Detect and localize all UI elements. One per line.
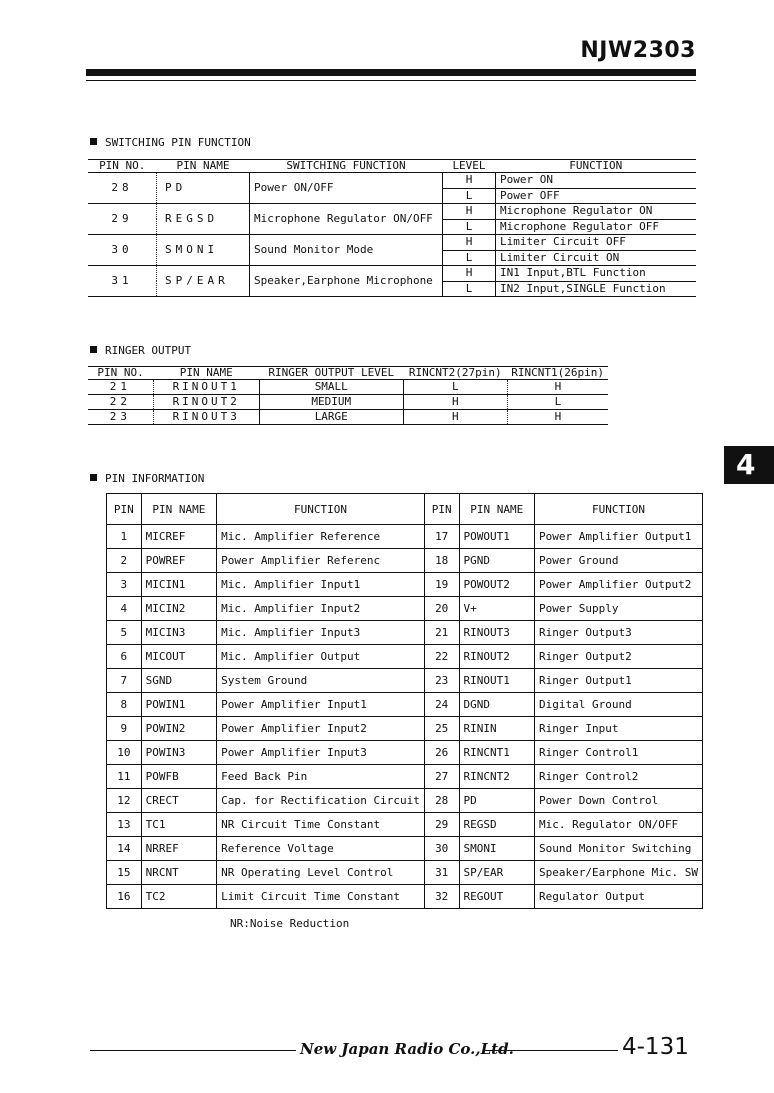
level-function: IN1 Input,BTL Function xyxy=(496,266,697,282)
column-header: PIN NAME xyxy=(141,494,217,525)
pin-function: Power Amplifier Input1 xyxy=(217,693,425,717)
table-row xyxy=(107,525,703,549)
pin-name: POWFB xyxy=(141,765,217,789)
bullet-square-icon xyxy=(90,346,97,353)
column-header: RINCNT1(26pin) xyxy=(507,367,608,380)
pin-function: Reference Voltage xyxy=(217,837,425,861)
column-header: LEVEL xyxy=(443,160,496,173)
pin-number: 32 xyxy=(424,885,459,909)
column-header: FUNCTION xyxy=(217,494,425,525)
pin-function: Feed Back Pin xyxy=(217,765,425,789)
pin-number: 31 xyxy=(88,266,157,297)
header-rule xyxy=(86,69,696,76)
table-row xyxy=(107,573,703,597)
pin-name: SP/EAR xyxy=(459,861,535,885)
pin-number: 13 xyxy=(107,813,142,837)
pin-number: 24 xyxy=(424,693,459,717)
table-row xyxy=(88,266,696,282)
level-function: Limiter Circuit OFF xyxy=(496,235,697,251)
column-header: FUNCTION xyxy=(535,494,703,525)
table-row xyxy=(107,597,703,621)
pin-number: 12 xyxy=(107,789,142,813)
table-row xyxy=(107,693,703,717)
pin-number: 29 xyxy=(88,204,157,235)
table-row xyxy=(107,837,703,861)
pin-name: TC1 xyxy=(141,813,217,837)
switching-function: Sound Monitor Mode xyxy=(250,235,443,266)
level: H xyxy=(443,204,496,220)
pin-function: Sound Monitor Switching xyxy=(535,837,703,861)
pin-number: 20 xyxy=(424,597,459,621)
pin-name: RINCNT2 xyxy=(459,765,535,789)
pin-name: SMONI xyxy=(157,235,250,266)
pin-number: 30 xyxy=(88,235,157,266)
switching-function: Power ON/OFF xyxy=(250,173,443,204)
pin-number: 9 xyxy=(107,717,142,741)
pin-number: 8 xyxy=(107,693,142,717)
pin-function: Power Amplifier Input3 xyxy=(217,741,425,765)
pin-number: 28 xyxy=(424,789,459,813)
pin-function: Mic. Amplifier Input1 xyxy=(217,573,425,597)
pin-number: 7 xyxy=(107,669,142,693)
table-row xyxy=(107,669,703,693)
pin-number: 21 xyxy=(88,380,153,395)
pin-name: MICIN1 xyxy=(141,573,217,597)
level: L xyxy=(443,281,496,297)
level: L xyxy=(443,219,496,235)
level-function: Power ON xyxy=(496,173,697,189)
table-row xyxy=(88,380,608,395)
pin-name: RINOUT3 xyxy=(153,410,259,425)
pin-name: PD xyxy=(459,789,535,813)
switching-section-title: SWITCHING PIN FUNCTION xyxy=(90,136,251,149)
ringer-level: LARGE xyxy=(259,410,403,425)
table-row xyxy=(88,410,608,425)
pin-name: PD xyxy=(157,173,250,204)
pin-function: NR Circuit Time Constant xyxy=(217,813,425,837)
pin-name: RINOUT1 xyxy=(459,669,535,693)
table-row xyxy=(107,765,703,789)
pin-function: Limit Circuit Time Constant xyxy=(217,885,425,909)
pin-function: NR Operating Level Control xyxy=(217,861,425,885)
ringer-table xyxy=(88,366,608,425)
pin-name: POWIN3 xyxy=(141,741,217,765)
pininfo-section-title: PIN INFORMATION xyxy=(90,472,204,485)
table-row xyxy=(107,861,703,885)
table-row xyxy=(107,741,703,765)
pin-function: Mic. Amplifier Output xyxy=(217,645,425,669)
pin-name: POWOUT2 xyxy=(459,573,535,597)
pin-number: 16 xyxy=(107,885,142,909)
pin-function: Speaker/Earphone Mic. SW xyxy=(535,861,703,885)
pin-name: REGSD xyxy=(157,204,250,235)
level: L xyxy=(443,250,496,266)
pin-information-table xyxy=(106,493,703,909)
pin-function: Regulator Output xyxy=(535,885,703,909)
pin-name: MICIN2 xyxy=(141,597,217,621)
pin-number: 29 xyxy=(424,813,459,837)
pin-function: Ringer Output3 xyxy=(535,621,703,645)
pin-number: 5 xyxy=(107,621,142,645)
table-row xyxy=(88,204,696,220)
column-header: PIN NO. xyxy=(88,367,153,380)
pin-name: POWIN2 xyxy=(141,717,217,741)
table-row xyxy=(88,173,696,189)
pin-number: 17 xyxy=(424,525,459,549)
table-row xyxy=(107,549,703,573)
pin-function: Power Supply xyxy=(535,597,703,621)
pin-name: MICOUT xyxy=(141,645,217,669)
pin-name: SP/EAR xyxy=(157,266,250,297)
pin-number: 26 xyxy=(424,741,459,765)
column-header: PIN NAME xyxy=(459,494,535,525)
pin-name: PGND xyxy=(459,549,535,573)
rincnt2-value: H xyxy=(403,395,507,410)
pin-name: SGND xyxy=(141,669,217,693)
pin-name: CRECT xyxy=(141,789,217,813)
pin-name: TC2 xyxy=(141,885,217,909)
pin-number: 6 xyxy=(107,645,142,669)
pin-name: POWREF xyxy=(141,549,217,573)
pin-function: Power Amplifier Output2 xyxy=(535,573,703,597)
ringer-section-title: RINGER OUTPUT xyxy=(90,344,191,357)
pin-name: NRREF xyxy=(141,837,217,861)
pin-number: 22 xyxy=(424,645,459,669)
pin-name: RINOUT2 xyxy=(153,395,259,410)
table-row xyxy=(107,885,703,909)
pin-function: Power Amplifier Input2 xyxy=(217,717,425,741)
pin-function: Mic. Amplifier Reference xyxy=(217,525,425,549)
rincnt1-value: L xyxy=(507,395,608,410)
pin-name: DGND xyxy=(459,693,535,717)
column-header: SWITCHING FUNCTION xyxy=(250,160,443,173)
pin-number: 11 xyxy=(107,765,142,789)
level: H xyxy=(443,266,496,282)
pin-function: Ringer Input xyxy=(535,717,703,741)
table-row xyxy=(107,621,703,645)
bullet-square-icon xyxy=(90,474,97,481)
table-row xyxy=(107,813,703,837)
pin-name: POWOUT1 xyxy=(459,525,535,549)
level-function: IN2 Input,SINGLE Function xyxy=(496,281,697,297)
pin-function: Power Amplifier Output1 xyxy=(535,525,703,549)
column-header: FUNCTION xyxy=(496,160,697,173)
level-function: Limiter Circuit ON xyxy=(496,250,697,266)
pin-name: RINOUT3 xyxy=(459,621,535,645)
pin-function: Ringer Output2 xyxy=(535,645,703,669)
pin-name: RINCNT1 xyxy=(459,741,535,765)
pin-name: V+ xyxy=(459,597,535,621)
level-function: Power OFF xyxy=(496,188,697,204)
column-header: PIN NAME xyxy=(153,367,259,380)
level: L xyxy=(443,188,496,204)
pin-name: POWIN1 xyxy=(141,693,217,717)
pin-number: 30 xyxy=(424,837,459,861)
pin-name: REGOUT xyxy=(459,885,535,909)
column-header: RINGER OUTPUT LEVEL xyxy=(259,367,403,380)
level-function: Microphone Regulator OFF xyxy=(496,219,697,235)
pin-number: 23 xyxy=(424,669,459,693)
pin-number: 14 xyxy=(107,837,142,861)
pin-number: 15 xyxy=(107,861,142,885)
pin-function: Ringer Control1 xyxy=(535,741,703,765)
pin-number: 3 xyxy=(107,573,142,597)
company-logo-text: New Japan Radio Co.,Ltd. xyxy=(300,1040,514,1058)
column-header: PIN NO. xyxy=(88,160,157,173)
bullet-square-icon xyxy=(90,138,97,145)
pin-name: RINOUT2 xyxy=(459,645,535,669)
ringer-level: MEDIUM xyxy=(259,395,403,410)
pin-function: Cap. for Rectification Circuit xyxy=(217,789,425,813)
pin-number: 31 xyxy=(424,861,459,885)
pin-number: 19 xyxy=(424,573,459,597)
pin-name: RINOUT1 xyxy=(153,380,259,395)
pin-name: RININ xyxy=(459,717,535,741)
pin-number: 21 xyxy=(424,621,459,645)
pin-number: 22 xyxy=(88,395,153,410)
pin-name: MICREF xyxy=(141,525,217,549)
pin-function: Mic. Amplifier Input3 xyxy=(217,621,425,645)
pin-function: System Ground xyxy=(217,669,425,693)
pin-function: Power Amplifier Referenc xyxy=(217,549,425,573)
rincnt2-value: L xyxy=(403,380,507,395)
footer-rule-left xyxy=(90,1050,296,1051)
column-header: RINCNT2(27pin) xyxy=(403,367,507,380)
rincnt2-value: H xyxy=(403,410,507,425)
page-number: 4-131 xyxy=(622,1034,689,1060)
pin-function: Mic. Amplifier Input2 xyxy=(217,597,425,621)
level-function: Microphone Regulator ON xyxy=(496,204,697,220)
table-row xyxy=(107,789,703,813)
table-row xyxy=(107,717,703,741)
pin-function: Power Ground xyxy=(535,549,703,573)
table-row xyxy=(88,395,608,410)
pin-number: 25 xyxy=(424,717,459,741)
pin-name: SMONI xyxy=(459,837,535,861)
pin-function: Digital Ground xyxy=(535,693,703,717)
rincnt1-value: H xyxy=(507,380,608,395)
pin-function: Power Down Control xyxy=(535,789,703,813)
table-row xyxy=(107,645,703,669)
pin-number: 18 xyxy=(424,549,459,573)
column-header: PIN NAME xyxy=(157,160,250,173)
pin-number: 23 xyxy=(88,410,153,425)
column-header: PIN xyxy=(424,494,459,525)
pin-number: 28 xyxy=(88,173,157,204)
pin-name: REGSD xyxy=(459,813,535,837)
pin-function: Mic. Regulator ON/OFF xyxy=(535,813,703,837)
pin-number: 27 xyxy=(424,765,459,789)
level: H xyxy=(443,173,496,189)
pin-name: MICIN3 xyxy=(141,621,217,645)
column-header: PIN xyxy=(107,494,142,525)
level: H xyxy=(443,235,496,251)
footnote: NR:Noise Reduction xyxy=(230,917,350,930)
pin-number: 1 xyxy=(107,525,142,549)
chapter-tab: 4 xyxy=(724,446,774,484)
pin-name: NRCNT xyxy=(141,861,217,885)
ringer-level: SMALL xyxy=(259,380,403,395)
part-number: NJW2303 xyxy=(580,38,696,63)
pin-number: 10 xyxy=(107,741,142,765)
pin-number: 4 xyxy=(107,597,142,621)
switching-function: Microphone Regulator ON/OFF xyxy=(250,204,443,235)
pin-number: 2 xyxy=(107,549,142,573)
table-row xyxy=(88,235,696,251)
pin-function: Ringer Output1 xyxy=(535,669,703,693)
rincnt1-value: H xyxy=(507,410,608,425)
pin-function: Ringer Control2 xyxy=(535,765,703,789)
switching-table xyxy=(88,159,696,297)
switching-function: Speaker,Earphone Microphone xyxy=(250,266,443,297)
header-thin-rule xyxy=(86,80,696,81)
